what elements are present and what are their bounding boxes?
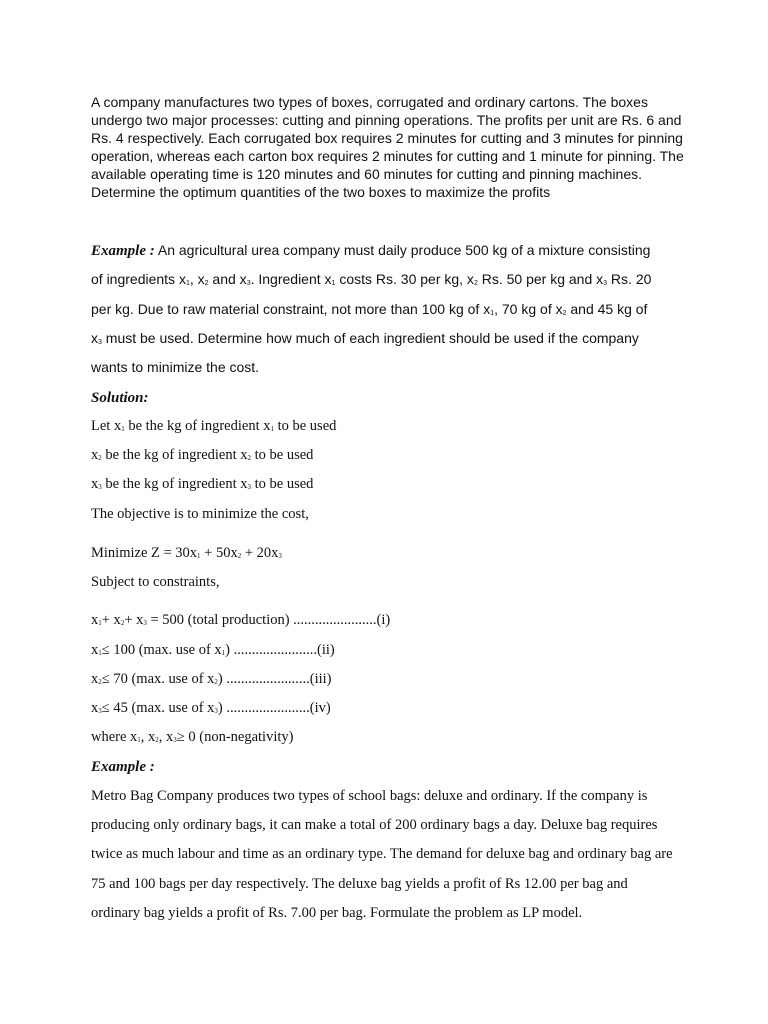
example1-line-5: wants to minimize the cost.	[91, 359, 260, 375]
text-fragment: Rs. 50 per kg and x	[477, 271, 604, 287]
constraint-3	[91, 671, 332, 688]
subscript: 2	[562, 310, 567, 317]
subscript: 3	[98, 483, 102, 491]
constraint-1	[91, 612, 390, 629]
example1-line-3	[91, 301, 647, 317]
text-fragment: and x	[208, 271, 247, 287]
subscript: 2	[247, 454, 252, 462]
text-fragment: x	[91, 447, 99, 463]
subscript: 2	[98, 454, 102, 462]
subscript: 2	[204, 280, 209, 287]
text-fragment: be the kg of ingredient x	[101, 476, 248, 492]
text-fragment: ≤ 100 (max. use of x	[101, 642, 222, 658]
subscript: 3	[246, 280, 251, 287]
text-fragment: must be used. Determine how much of each ingredient should be used if the company	[101, 330, 639, 346]
subscript: 1	[331, 280, 336, 287]
text-fragment: to be used	[273, 418, 337, 434]
text-fragment: + x	[101, 612, 121, 628]
text-fragment: be the kg of ingredient x	[101, 447, 248, 463]
text-fragment: of ingredients x	[91, 271, 186, 287]
text-fragment: costs Rs. 30 per kg, x	[335, 271, 474, 287]
subscript: 1	[98, 619, 102, 627]
subscript: 2	[237, 552, 242, 560]
subscript: 3	[247, 483, 252, 491]
subscript: 3	[214, 707, 218, 715]
subscript: 2	[473, 280, 478, 287]
text-fragment: , x	[140, 729, 156, 745]
text-fragment: Rs. 20	[607, 271, 652, 287]
text-fragment: be the kg of ingredient x	[124, 418, 271, 434]
example2-label: Example :	[91, 759, 155, 775]
solution-label: Solution:	[91, 390, 149, 406]
let-line-1	[91, 418, 336, 435]
example2-heading	[91, 758, 155, 776]
example2-line-2: producing only ordinary bags, it can make a total of 200 ordinary bags a day. Deluxe bag requires	[91, 817, 658, 833]
subscript: 3	[173, 736, 177, 744]
constraint-4	[91, 700, 331, 717]
subscript: 3	[98, 707, 102, 715]
objective-intro: The objective is to minimize the cost,	[91, 506, 309, 522]
text-fragment: + 50x	[200, 545, 238, 561]
text-fragment: ≥ 0 (non-negativity)	[176, 729, 294, 745]
text-fragment: ) .......................(ii)	[225, 642, 335, 658]
text-fragment: ) .......................(iv)	[217, 700, 331, 716]
subscript: 2	[214, 678, 218, 686]
example2-line-5: ordinary bag yields a profit of Rs. 7.00 per bag. Formulate the problem as LP model.	[91, 905, 583, 921]
subscript: 1	[185, 280, 190, 287]
subject-to: Subject to constraints,	[91, 574, 220, 590]
example1-line-2	[91, 271, 651, 287]
example2-line-4: 75 and 100 bags per day respectively. The deluxe bag yields a profit of Rs 12.00 per bag and	[91, 876, 628, 892]
subscript: 1	[137, 736, 141, 744]
subscript: 1	[221, 649, 226, 657]
example2-line-1: Metro Bag Company produces two types of school bags: deluxe and ordinary. If the company is	[91, 788, 648, 804]
let-line-2	[91, 447, 313, 464]
text-fragment: ≤ 45 (max. use of x	[101, 700, 215, 716]
text-fragment: x	[91, 700, 99, 716]
text-fragment: = 500 (total production) .......................(i)	[146, 612, 391, 628]
let-line-3	[91, 476, 313, 493]
problem-paragraph: A company manufactures two types of boxes, corrugated and ordinary cartons. The boxes undergo two major processes: cutting and pinning operations. The profits per unit are Rs. 6 and Rs. 4 respectively. Each corrugated box requires 2 minutes for cutting and 3 minutes for pinning operation, whereas each carton box requires 2 minutes for cutting and 1 minute for pinning. The available operating time is 120 minutes and 60 minutes for cutting and pinning machines. Determine the optimum quantities of the two boxes to maximize the profits	[91, 94, 684, 200]
subscript: 1	[121, 425, 125, 433]
text-fragment: x	[91, 612, 99, 628]
subscript: 3	[603, 280, 608, 287]
text-fragment: to be used	[251, 476, 314, 492]
text-fragment: + x	[124, 612, 144, 628]
text-fragment: ≤ 70 (max. use of x	[101, 671, 215, 687]
subscript: 3	[143, 619, 147, 627]
subscript: 1	[270, 425, 274, 433]
subscript: 2	[98, 678, 102, 686]
subscript: 2	[155, 736, 159, 744]
example2-line-3: twice as much labour and time as an ordinary type. The demand for deluxe bag and ordinary bag are	[91, 846, 673, 862]
text-fragment: to be used	[251, 447, 314, 463]
subscript: 2	[120, 619, 125, 627]
example1-label: Example :	[91, 243, 155, 259]
text-fragment: . Ingredient x	[250, 271, 332, 287]
subscript: 3	[278, 552, 282, 560]
example1-line-4	[91, 330, 639, 346]
objective-function	[91, 545, 282, 562]
text-fragment: x	[91, 642, 99, 658]
text-fragment: , 70 kg of x	[494, 301, 563, 317]
non-negativity	[91, 729, 293, 746]
text-fragment: where x	[91, 729, 138, 745]
subscript: 3	[98, 339, 102, 346]
text-fragment: Minimize Z = 30x	[91, 545, 198, 561]
solution-heading	[91, 389, 149, 407]
text-fragment: + 20x	[241, 545, 279, 561]
text-fragment: Let x	[91, 418, 122, 434]
example1-text-1: An agricultural urea company must daily produce 500 kg of a mixture consisting	[157, 242, 651, 258]
text-fragment: ) .......................(iii)	[217, 671, 332, 687]
subscript: 1	[490, 310, 495, 317]
text-fragment: per kg. Due to raw material constraint, not more than 100 kg of x	[91, 301, 491, 317]
example1-line-1	[91, 242, 650, 260]
text-fragment: x	[91, 476, 99, 492]
text-fragment: , x	[158, 729, 174, 745]
text-fragment: x	[91, 330, 98, 346]
constraint-2	[91, 642, 335, 659]
text-fragment: , x	[189, 271, 205, 287]
subscript: 1	[197, 552, 201, 560]
text-fragment: and 45 kg of	[566, 301, 648, 317]
subscript: 1	[98, 649, 102, 657]
text-fragment: x	[91, 671, 99, 687]
